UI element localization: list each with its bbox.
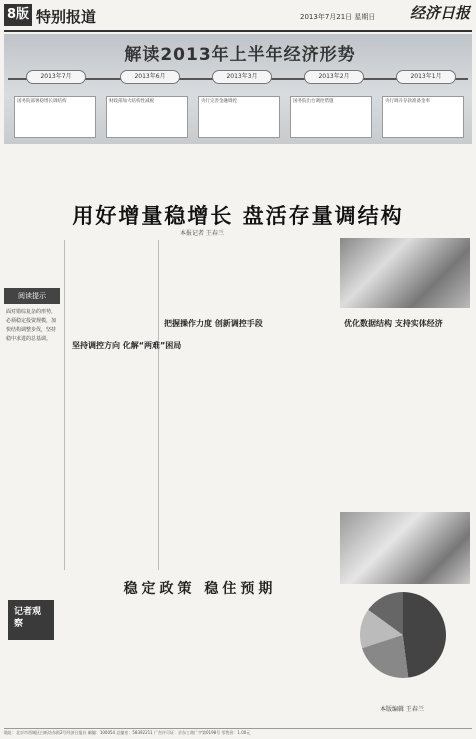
header-rule: [4, 30, 472, 32]
sidebar-title: 阅读提示: [4, 288, 60, 304]
column-divider: [64, 240, 65, 570]
page-editor: 本版编辑 王春兰: [380, 706, 424, 713]
timeline-event: 财政部加大结构性减税: [106, 96, 188, 138]
commentary-headline: 稳定政策 稳住预期: [123, 581, 277, 597]
column-divider: [158, 240, 159, 570]
timeline-event: 国务院出台调控措施: [290, 96, 372, 138]
timeline-event: 国务院部署稳增长调结构: [14, 96, 96, 138]
hero-title: 解读2013年上半年经济形势: [124, 45, 356, 65]
timeline-event: 央行完善金融调控: [198, 96, 280, 138]
masthead-logo: 经济日报: [410, 4, 471, 22]
timeline-month: 2013年6月: [120, 70, 180, 84]
timeline-month: 2013年2月: [304, 70, 364, 84]
timeline-month: 2013年3月: [212, 70, 272, 84]
article-photo: [340, 238, 470, 308]
timeline-event: 央行调升存款准备金率: [382, 96, 464, 138]
main-headline: 用好增量稳增长 盘活存量调结构: [72, 204, 404, 228]
sidebar-body: 面对错综复杂的形势，必须稳定投资规模，加快结构调整步伐，坚持稳中求进的总基调。: [6, 309, 57, 342]
date-line: 2013年7月21日 星期日: [300, 13, 376, 21]
commentary-badge: 记者观察: [8, 600, 54, 640]
article-photo: [340, 512, 470, 584]
article-subhead: 优化数据结构 支持实体经济: [344, 319, 443, 328]
timeline-month: 2013年1月: [396, 70, 456, 84]
article-column: [70, 240, 154, 570]
pie-graphic: [360, 592, 446, 678]
page-footer: 地址：北京市西城区白纸坊东街2号经济日报社 邮编：100054 总编室：58392211 广告许可证：京东工商广字第0198号 零售价：1.00元: [4, 728, 472, 736]
page-number: 8版: [4, 4, 32, 26]
timeline-month: 2013年7月: [26, 70, 86, 84]
section-title: 特别报道: [36, 8, 97, 26]
article-subhead: 坚持调控方向 化解“两难”困局: [72, 341, 182, 350]
article-subhead: 把握操作力度 创新调控手段: [164, 319, 263, 328]
byline: 本报记者 王春兰: [180, 230, 224, 237]
